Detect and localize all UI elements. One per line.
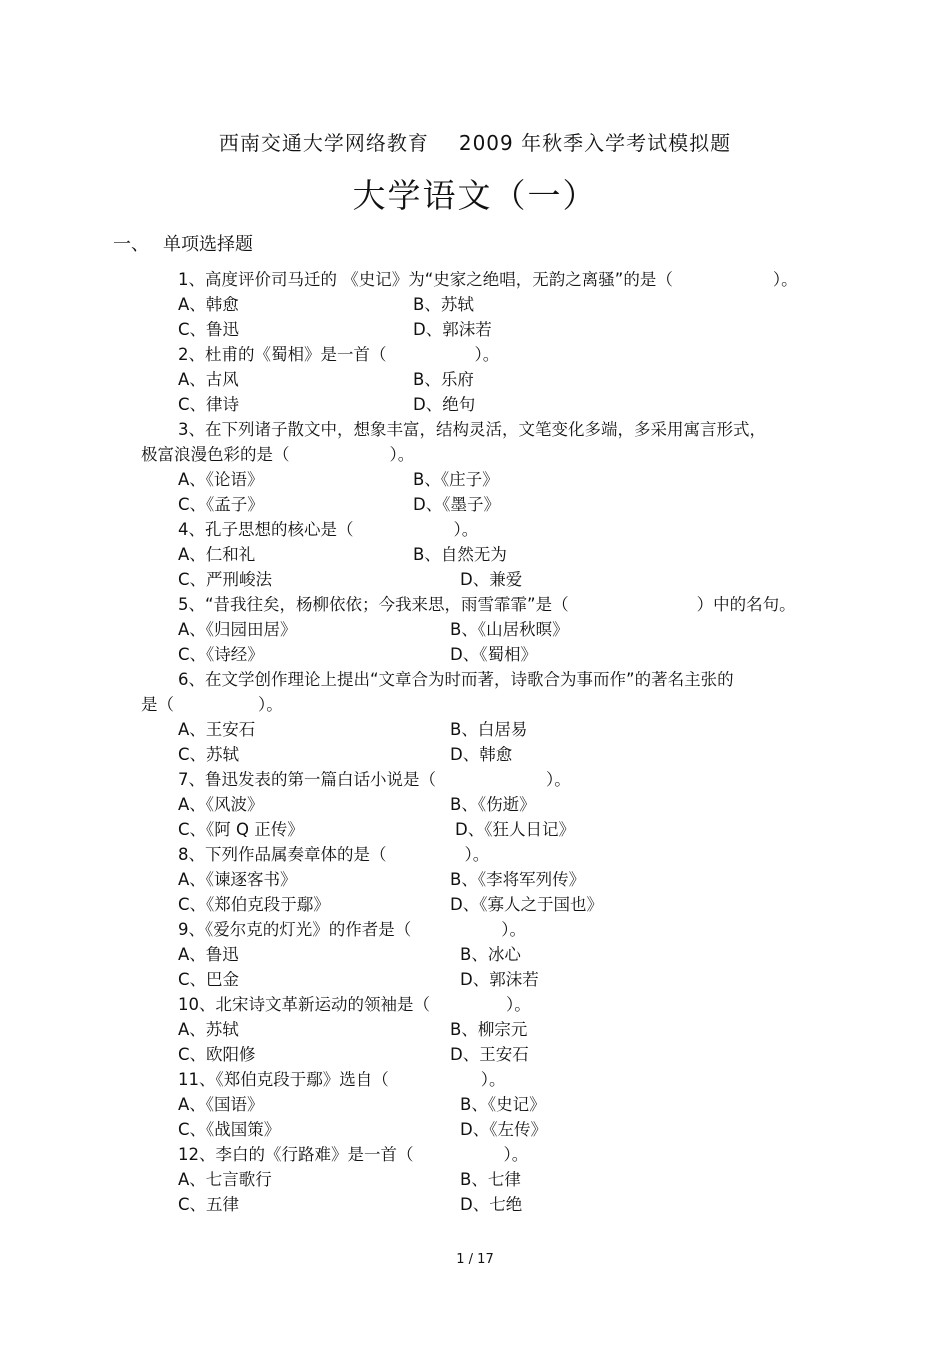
question-3-option-a: A、《论语》 (178, 470, 264, 489)
question-2-option-c: C、律诗 (178, 395, 240, 414)
question-10-option-b: B、柳宗元 (450, 1020, 528, 1039)
question-6-option-d: D、韩愈 (450, 745, 513, 764)
section-number: 一、 (113, 234, 149, 255)
question-10-option-d: D、王安石 (450, 1045, 529, 1064)
question-12-option-a: A、七言歌行 (178, 1170, 272, 1189)
question-2-option-a: A、古风 (178, 370, 239, 389)
question-1-stem: 1、高度评价司马迁的 《史记》为“史家之绝唱，无韵之离骚”的是（ ）。 (178, 270, 798, 289)
question-5-option-b: B、《山居秋暝》 (450, 620, 569, 639)
question-6-option-a: A、王安石 (178, 720, 256, 739)
question-12-option-c: C、五律 (178, 1195, 240, 1214)
question-2-stem: 2、杜甫的《蜀相》是一首（ ）。 (178, 345, 500, 364)
question-4-option-b: B、自然无为 (413, 545, 507, 564)
question-7-option-c: C、《阿 Q 正传》 (178, 820, 304, 839)
question-6-option-b: B、白居易 (450, 720, 528, 739)
question-1-option-a: A、韩愈 (178, 295, 239, 314)
question-12-option-b: B、七律 (460, 1170, 521, 1189)
question-9-option-c: C、巴金 (178, 970, 240, 989)
section-heading (113, 230, 253, 256)
question-6-stem: 6、在文学创作理论上提出“文章合为时而著，诗歌合为事而作”的著名主张的 (178, 670, 734, 689)
page-title: 大学语文（一） (352, 176, 598, 215)
exam-term: 2009 年秋季入学考试模拟题 (458, 131, 732, 155)
question-7-option-d: D、《狂人日记》 (455, 820, 575, 839)
question-8-option-a: A、《谏逐客书》 (178, 870, 297, 889)
question-9-option-b: B、冰心 (460, 945, 521, 964)
question-3-option-b: B、《庄子》 (413, 470, 499, 489)
question-7-option-b: B、《伤逝》 (450, 795, 536, 814)
question-6-option-c: C、苏轼 (178, 745, 240, 764)
question-6-stem-continued: 是（ ）。 (141, 695, 283, 714)
question-2-option-d: D、绝句 (413, 395, 476, 414)
school-name: 西南交通大学网络教育 (218, 131, 429, 155)
question-5-option-a: A、《归园田居》 (178, 620, 297, 639)
question-3-stem-continued: 极富浪漫色彩的是（ ）。 (141, 445, 415, 464)
exam-header (0, 127, 950, 156)
question-9-option-d: D、郭沫若 (460, 970, 539, 989)
question-12-option-d: D、七绝 (460, 1195, 523, 1214)
page-number: 1 / 17 (456, 1252, 494, 1267)
question-8-option-d: D、《寡人之于国也》 (450, 895, 603, 914)
question-8-stem: 8、下列作品属奏章体的是（ ）。 (178, 845, 490, 864)
question-11-stem: 11、《郑伯克段于鄢》选自（ ）。 (178, 1070, 506, 1089)
question-10-option-c: C、欧阳修 (178, 1045, 256, 1064)
question-3-option-d: D、《墨子》 (413, 495, 500, 514)
question-12-stem: 12、李白的《行路难》是一首（ ）。 (178, 1145, 529, 1164)
question-2-option-b: B、乐府 (413, 370, 474, 389)
section-name: 单项选择题 (163, 234, 253, 255)
question-11-option-d: D、《左传》 (460, 1120, 547, 1139)
question-1-option-d: D、郭沫若 (413, 320, 492, 339)
question-5-option-c: C、《诗经》 (178, 645, 264, 664)
question-11-option-c: C、《战国策》 (178, 1120, 281, 1139)
question-9-stem: 9、《爱尔克的灯光》的作者是（ ）。 (178, 920, 526, 939)
question-5-option-d: D、《蜀相》 (450, 645, 537, 664)
question-11-option-a: A、《国语》 (178, 1095, 264, 1114)
question-4-option-c: C、严刑峻法 (178, 570, 273, 589)
question-8-option-c: C、《郑伯克段于鄢》 (178, 895, 330, 914)
question-1-option-b: B、苏轼 (413, 295, 474, 314)
question-3-stem: 3、在下列诸子散文中，想象丰富，结构灵活，文笔变化多端，多采用寓言形式， (178, 420, 766, 439)
question-10-option-a: A、苏轼 (178, 1020, 239, 1039)
question-4-stem: 4、孔子思想的核心是（ ）。 (178, 520, 479, 539)
question-4-option-d: D、兼爱 (460, 570, 523, 589)
question-7-stem: 7、鲁迅发表的第一篇白话小说是（ ）。 (178, 770, 571, 789)
question-10-stem: 10、北宋诗文革新运动的领袖是（ ）。 (178, 995, 531, 1014)
question-4-option-a: A、仁和礼 (178, 545, 256, 564)
question-5-stem: 5、“昔我往矣，杨柳依依；今我来思，雨雪霏霏”是（ ）中的名句。 (178, 595, 796, 614)
question-8-option-b: B、《李将军列传》 (450, 870, 586, 889)
question-1-option-c: C、鲁迅 (178, 320, 240, 339)
question-11-option-b: B、《史记》 (460, 1095, 546, 1114)
question-3-option-c: C、《孟子》 (178, 495, 264, 514)
question-9-option-a: A、鲁迅 (178, 945, 239, 964)
question-7-option-a: A、《风波》 (178, 795, 264, 814)
